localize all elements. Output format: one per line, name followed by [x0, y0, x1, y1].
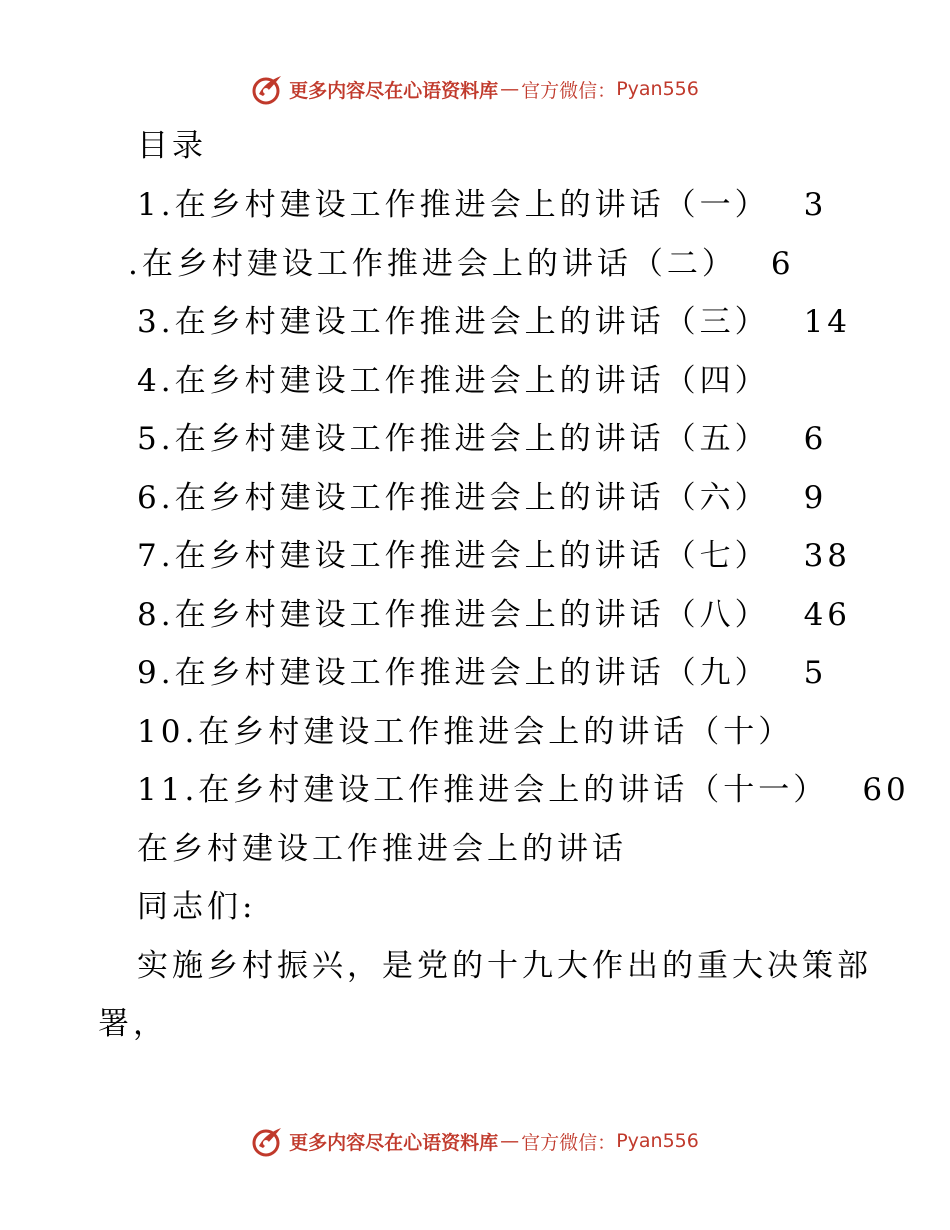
toc-item-page: 14: [803, 304, 852, 340]
toc-heading: 目录: [137, 128, 207, 164]
toc-item-page: 6: [803, 421, 828, 457]
watermark-separator: —: [500, 78, 520, 100]
toc-item-page: 46: [803, 597, 852, 633]
toc-item-page: 38: [803, 538, 852, 574]
toc-item-title: 7.在乡村建设工作推进会上的讲话（七）: [137, 538, 770, 574]
toc-item: [137, 770, 910, 810]
watermark-separator: —: [500, 1130, 520, 1152]
toc-item-page: 3: [803, 187, 828, 223]
toc-item-page: 60: [862, 772, 910, 808]
toc-item-title: 9.在乡村建设工作推进会上的讲话（九）: [137, 655, 770, 691]
watermark-brand: 更多内容尽在心语资料库: [289, 79, 499, 102]
toc-item-title: 6.在乡村建设工作推进会上的讲话（六）: [137, 480, 770, 516]
quill-logo-icon: [251, 1124, 285, 1158]
toc-item: [128, 244, 795, 284]
watermark-brand: 更多内容尽在心语资料库: [289, 1131, 499, 1154]
watermark-official: 官方微信：: [521, 1131, 617, 1154]
toc-item-title: 10.在乡村建设工作推进会上的讲话（十）: [137, 714, 794, 750]
toc-item: [137, 595, 851, 635]
toc-item: [137, 185, 827, 225]
watermark-account: Pyan556: [616, 78, 699, 100]
toc-item-page: 9: [803, 480, 828, 516]
watermark-official: 官方微信：: [521, 79, 617, 102]
toc-item-title: .在乡村建设工作推进会上的讲话（二）: [128, 246, 737, 282]
toc-item-title: 5.在乡村建设工作推进会上的讲话（五）: [137, 421, 770, 457]
toc-item-title: 3.在乡村建设工作推进会上的讲话（三）: [137, 304, 770, 340]
toc-item: [137, 712, 827, 752]
footer-watermark: [0, 1124, 950, 1158]
toc-item-title: 11.在乡村建设工作推进会上的讲话（十一）: [137, 772, 829, 808]
toc-item-title: 1.在乡村建设工作推进会上的讲话（一）: [137, 187, 770, 223]
toc-item-title: 4.在乡村建设工作推进会上的讲话（四）: [137, 363, 770, 399]
toc-item: [137, 536, 851, 576]
toc-item-title: 8.在乡村建设工作推进会上的讲话（八）: [137, 597, 770, 633]
toc-item-page: 5: [803, 655, 828, 691]
speech-title: 在乡村建设工作推进会上的讲话: [137, 831, 627, 867]
watermark-account: Pyan556: [616, 1130, 699, 1152]
greeting: 同志们:: [137, 889, 257, 925]
paragraph-line: 实施乡村振兴，是党的十九大作出的重大决策部: [137, 948, 872, 984]
toc-item: [137, 419, 827, 459]
toc-item: [137, 361, 804, 401]
toc-item-page: 6: [770, 246, 795, 282]
toc-item: [137, 653, 827, 693]
toc-item: [137, 478, 827, 518]
quill-logo-icon: [251, 72, 285, 106]
paragraph-line: 署，: [98, 1006, 168, 1042]
header-watermark: [0, 72, 950, 106]
toc-item: [137, 302, 851, 342]
